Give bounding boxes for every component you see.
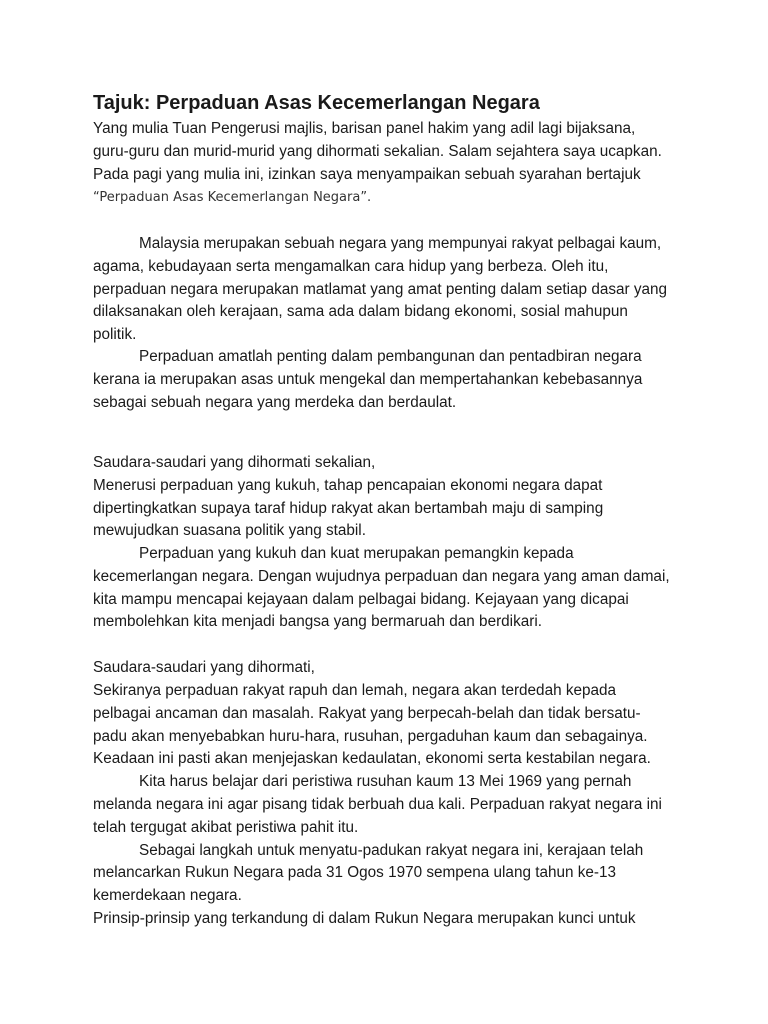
text-line: Saudara-saudari yang dihormati sekalian,: [93, 454, 376, 471]
text-line: sebagai sebuah negara yang merdeka dan berdaulat.: [93, 394, 457, 411]
text-line: Perpaduan amatlah penting dalam pembangunan dan pentadbiran negara: [139, 348, 642, 365]
text-line: Perpaduan yang kukuh dan kuat merupakan pemangkin kepada: [139, 545, 574, 562]
text-line: Sekiranya perpaduan rakyat rapuh dan lemah, negara akan terdedah kepada: [93, 682, 617, 699]
text-line: telah tergugat akibat peristiwa pahit itu.: [93, 819, 359, 836]
text-line: dilaksanakan oleh kerajaan, sama ada dalam bidang ekonomi, sosial mahupun: [93, 303, 628, 320]
text-line: Keadaan ini pasti akan menjejaskan kedaulatan, ekonomi serta kestabilan negara.: [93, 750, 651, 767]
text-line: kita mampu mencapai kejayaan dalam pelbagai bidang. Kejayaan yang dicapai: [93, 591, 629, 608]
text-line: agama, kebudayaan serta mengamalkan cara hidup yang berbeza. Oleh itu,: [93, 258, 609, 275]
text-line: dipertingkatkan supaya taraf hidup rakyat akan bertambah maju di samping: [93, 500, 604, 517]
text-line: kerana ia merupakan asas untuk mengekal dan mempertahankan kebebasannya: [93, 371, 643, 388]
text-line: mewujudkan suasana politik yang stabil.: [93, 522, 366, 539]
text-line: perpaduan negara merupakan matlamat yang amat penting dalam setiap dasar yang: [93, 281, 667, 298]
text-line: pelbagai ancaman dan masalah. Rakyat yang berpecah-belah dan tidak bersatu-: [93, 705, 641, 722]
text-line: politik.: [93, 326, 137, 343]
document-title: Tajuk: Perpaduan Asas Kecemerlangan Negara: [93, 92, 540, 114]
text-line: melanda negara ini agar pisang tidak berbuah dua kali. Perpaduan rakyat negara ini: [93, 796, 662, 813]
text-line: Pada pagi yang mulia ini, izinkan saya menyampaikan sebuah syarahan bertajuk: [93, 166, 641, 183]
text-line: guru-guru dan murid-murid yang dihormati sekalian. Salam sejahtera saya ucapkan.: [93, 143, 662, 160]
text-line: “Perpaduan Asas Kecemerlangan Negara”.: [93, 190, 372, 205]
text-line: kecemerlangan negara. Dengan wujudnya perpaduan dan negara yang aman damai,: [93, 568, 670, 585]
text-line: Menerusi perpaduan yang kukuh, tahap pencapaian ekonomi negara dapat: [93, 477, 603, 494]
text-line: Kita harus belajar dari peristiwa rusuhan kaum 13 Mei 1969 yang pernah: [139, 773, 632, 790]
text-line: Sebagai langkah untuk menyatu-padukan rakyat negara ini, kerajaan telah: [139, 842, 644, 859]
text-line: melancarkan Rukun Negara pada 31 Ogos 1970 sempena ulang tahun ke-13: [93, 864, 616, 881]
text-line: Yang mulia Tuan Pengerusi majlis, barisan panel hakim yang adil lagi bijaksana,: [93, 120, 636, 137]
text-line: padu akan menyebabkan huru-hara, rusuhan, pergaduhan kaum dan sebagainya.: [93, 728, 648, 745]
text-line: Saudara-saudari yang dihormati,: [93, 659, 315, 676]
text-line: kemerdekaan negara.: [93, 887, 242, 904]
text-line: Malaysia merupakan sebuah negara yang mempunyai rakyat pelbagai kaum,: [139, 235, 662, 252]
text-line: membolehkan kita menjadi bangsa yang bermaruah dan berdikari.: [93, 613, 542, 630]
text-line: Prinsip-prinsip yang terkandung di dalam Rukun Negara merupakan kunci untuk: [93, 910, 636, 927]
